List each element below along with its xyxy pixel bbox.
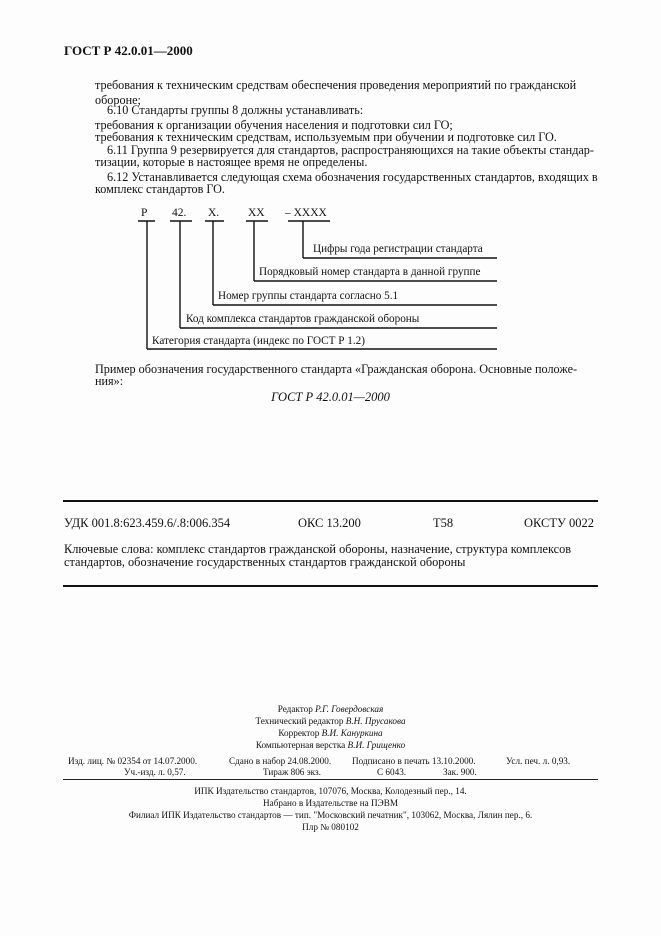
body-line: требования к техническим средствам, используемым при обучении и подготовке сил ГО.: [95, 130, 557, 144]
print-c: С 6043.: [377, 767, 407, 777]
clause-6-12: 6.12 Устанавливается следующая схема обозначения государственных стандартов, входящих в: [107, 170, 598, 184]
print-run: Тираж 806 экз.: [263, 767, 321, 777]
body-line: обороне;: [95, 93, 141, 107]
print-signed: Подписано в печать 13.10.2000.: [352, 756, 476, 766]
scheme-code-complex: 42.: [172, 207, 187, 219]
scheme-label-number: Порядковый номер стандарта в данной группе: [259, 266, 481, 278]
clause-6-11: 6.11 Группа 9 резервируется для стандартов, распространяющихся на такие объекты стандар-: [107, 143, 594, 157]
scheme-label-category: Категория стандарта (индекс по ГОСТ Р 1.2): [152, 335, 365, 347]
credit-corrector: Корректор В.И. Кануркина: [278, 728, 383, 738]
body-line: требования к организации обучения населения и подготовки сил ГО;: [95, 118, 453, 132]
example-designation: ГОСТ Р 42.0.01—2000: [271, 390, 390, 404]
t-code: Т58: [433, 516, 454, 530]
publisher-line: Филиал ИПК Издательство стандартов — тип. "Московский печатник", 103062, Москва, Лялин пер., 6.: [128, 810, 533, 820]
keywords-line: Ключевые слова: комплекс стандартов гражданской обороны, назначение, структура комплексов: [64, 542, 572, 556]
credit-editor: Редактор Р.Г. Говердовская: [277, 704, 384, 714]
example-line: ния»:: [95, 374, 124, 388]
publisher-line: Плр № 080102: [302, 822, 359, 832]
print-submitted: Сдано в набор 24.08.2000.: [229, 756, 332, 766]
keywords-line: стандартов, обозначение государственных стандартов гражданской обороны: [64, 555, 466, 569]
scheme-code-category: Р: [141, 207, 148, 219]
divider-top: [63, 500, 598, 502]
divider-bottom: [63, 585, 598, 587]
clause-6-10: 6.10 Стандарты группы 8 должны устанавливать:: [107, 103, 364, 117]
scheme-code-group: Х.: [208, 207, 220, 219]
scheme-label-complex: Код комплекса стандартов гражданской обороны: [186, 313, 420, 325]
page-header: ГОСТ Р 42.0.01—2000: [64, 43, 193, 58]
designation-scheme-diagram: [0, 0, 661, 360]
scheme-label-year: Цифры года регистрации стандарта: [313, 243, 483, 255]
print-license: Изд. лиц. № 02354 от 14.07.2000.: [68, 756, 198, 766]
scheme-label-group: Номер группы стандарта согласно 5.1: [218, 290, 399, 302]
example-line: Пример обозначения государственного стандарта «Гражданская оборона. Основные положе-: [95, 362, 578, 376]
udk-code: УДК 001.8:623.459.6/.8:006.354: [64, 516, 231, 530]
body-line: тизации, которые в настоящее время не определены.: [95, 155, 368, 169]
credit-tech-editor: Технический редактор В.Н. Прусакова: [255, 716, 406, 726]
body-line: комплекс стандартов ГО.: [95, 182, 225, 196]
print-pub-sheets: Уч.-изд. л. 0,57.: [124, 767, 186, 777]
print-order: Зак. 900.: [443, 767, 477, 777]
scheme-code-year: – ХХХХ: [285, 207, 327, 219]
okstu-code: ОКСТУ 0022: [524, 516, 595, 530]
scheme-code-number: ХХ: [248, 207, 265, 219]
imprint-divider: [63, 779, 598, 780]
publisher-line: ИПК Издательство стандартов, 107076, Москва, Колодезный пер., 14.: [194, 786, 467, 796]
oks-code: ОКС 13.200: [298, 516, 361, 530]
body-line: требования к техническим средствам обеспечения проведения мероприятий по гражданской: [95, 78, 577, 92]
print-sheets: Усл. печ. л. 0,93.: [506, 756, 571, 766]
publisher-line: Набрано в Издательстве на ПЭВМ: [262, 798, 399, 808]
credit-layout: Компьютерная верстка В.И. Грищенко: [255, 740, 406, 750]
